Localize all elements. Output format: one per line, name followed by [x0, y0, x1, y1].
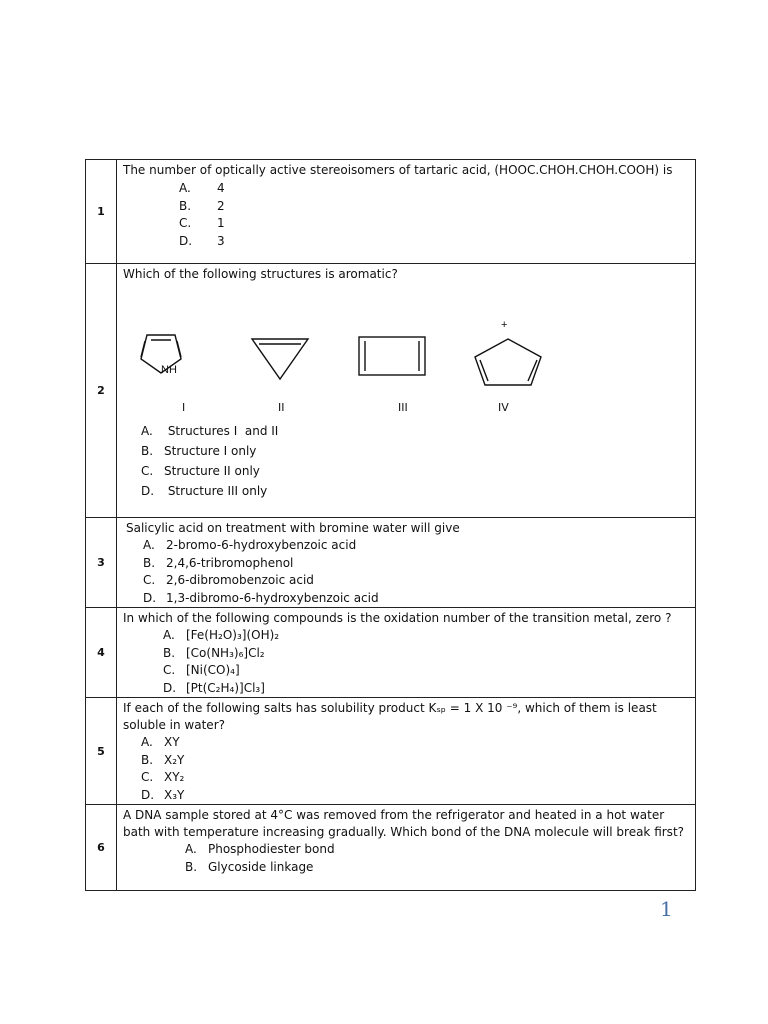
question-table [85, 159, 696, 891]
question-number: 6 [86, 805, 117, 891]
option-list [141, 421, 695, 501]
cyclobutadiene-structure [357, 335, 427, 377]
option-letter: A. [141, 735, 153, 749]
question-text: If each of the following salts has solubility product Kₛₚ = 1 X 10 ⁻⁹, which of them is least soluble in water? [123, 701, 657, 732]
structure-label-iv: IV [498, 401, 509, 414]
option [179, 198, 695, 216]
option-text: [Fe(H₂O)₃](OH)₂ [186, 628, 280, 642]
option-text: 1 [217, 216, 225, 230]
option-letter: C. [163, 663, 176, 677]
pyrrole-structure [137, 327, 187, 383]
question-text: Which of the following structures is aromatic? [123, 267, 398, 281]
option-text: Structure III only [164, 484, 268, 498]
option [141, 481, 695, 501]
question-cell [117, 698, 696, 805]
option-letter: C. [141, 464, 154, 478]
question-cell [117, 518, 696, 608]
option [185, 859, 695, 877]
option-letter: D. [179, 233, 193, 248]
option [163, 680, 695, 698]
question-text: In which of the following compounds is the oxidation number of the transition metal, zero ? [123, 611, 672, 625]
question-number: 1 [86, 160, 117, 264]
structure-label-iii: III [398, 401, 408, 414]
question-cell [117, 805, 696, 891]
option-letter: A. [163, 628, 175, 642]
question-row-3 [86, 518, 696, 608]
structure-label-ii: II [278, 401, 285, 414]
option-letter: B. [185, 859, 198, 874]
option-list [179, 180, 695, 250]
option-letter: B. [163, 645, 176, 660]
option [141, 769, 695, 787]
option [179, 180, 695, 198]
option-letter: D. [141, 484, 155, 498]
structure-label-i: I [182, 401, 186, 414]
question-row-4 [86, 608, 696, 698]
question-text: Salicylic acid on treatment with bromine water will give [126, 521, 460, 535]
option [185, 841, 695, 859]
question-cell [117, 264, 696, 518]
option-letter: B. [143, 555, 156, 570]
option-text: Structures I and II [164, 424, 279, 438]
option-text: 1,3-dibromo-6-hydroxybenzoic acid [166, 590, 379, 605]
option-text: XY [164, 735, 180, 749]
option-letter: A. [143, 538, 155, 552]
option-text: 2,6-dibromobenzoic acid [166, 573, 314, 587]
option-text: XY₂ [164, 770, 185, 784]
option-list [163, 627, 695, 697]
option-letter: C. [179, 216, 192, 230]
question-row-5 [86, 698, 696, 805]
plus-sign: + [501, 319, 508, 331]
option-text: X₃Y [164, 787, 185, 802]
option-text: 2,4,6-tribromophenol [166, 555, 294, 570]
option [141, 461, 695, 481]
option [141, 734, 695, 752]
option [163, 645, 695, 663]
option [143, 590, 695, 608]
option [141, 421, 695, 441]
option-text: Phosphodiester bond [208, 842, 335, 856]
question-number: 5 [86, 698, 117, 805]
option-list [143, 537, 695, 607]
option-letter: A. [141, 424, 153, 438]
option-letter: D. [143, 590, 157, 605]
option [143, 537, 695, 555]
question-row-2 [86, 264, 696, 518]
nh-label: NH [161, 364, 177, 376]
option [163, 627, 695, 645]
option-letter: C. [141, 770, 154, 784]
option-text: Structure II only [164, 464, 260, 478]
option [143, 572, 695, 590]
option [163, 662, 695, 680]
question-row-6 [86, 805, 696, 891]
question-text: The number of optically active stereoisomers of tartaric acid, (HOOC.CHOH.CHOH.COOH) is [123, 163, 673, 177]
option-text: 2 [217, 198, 225, 213]
question-number: 4 [86, 608, 117, 698]
question-row-1 [86, 160, 696, 264]
option-letter: C. [143, 573, 156, 587]
page-number: 1 [660, 897, 673, 921]
option-letter: D. [163, 680, 177, 695]
option-letter: B. [141, 752, 154, 767]
cyclopropene-structure [249, 335, 311, 383]
option-text: [Ni(CO)₄] [186, 663, 240, 677]
option [143, 555, 695, 573]
option-letter: D. [141, 787, 155, 802]
option-letter: B. [179, 198, 192, 213]
option-text: [Pt(C₂H₄)]Cl₃] [186, 680, 265, 695]
option-text: [Co(NH₃)₆]Cl₂ [186, 645, 265, 660]
question-number: 2 [86, 264, 117, 518]
option-list [141, 734, 695, 804]
option-text: Glycoside linkage [208, 859, 314, 874]
question-cell [117, 608, 696, 698]
option-text: Structure I only [164, 444, 257, 458]
option-text: X₂Y [164, 752, 185, 767]
question-text: A DNA sample stored at 4°C was removed from the refrigerator and heated in a hot water bath with temperature increasing gradually. Which bond of the DNA molecule will break first? [123, 808, 685, 839]
cyclopentadienyl-cation-structure [471, 313, 547, 387]
question-number: 3 [86, 518, 117, 608]
option [179, 215, 695, 233]
option-letter: A. [179, 181, 191, 195]
structure-diagrams [117, 283, 695, 418]
option [141, 787, 695, 805]
option [141, 752, 695, 770]
option-text: 3 [217, 233, 225, 248]
option-letter: A. [185, 842, 197, 856]
option-letter: B. [141, 444, 154, 458]
option-list [185, 841, 695, 876]
question-cell [117, 160, 696, 264]
option-text: 4 [217, 181, 225, 195]
option [179, 233, 695, 251]
option [141, 441, 695, 461]
option-text: 2-bromo-6-hydroxybenzoic acid [166, 538, 357, 552]
